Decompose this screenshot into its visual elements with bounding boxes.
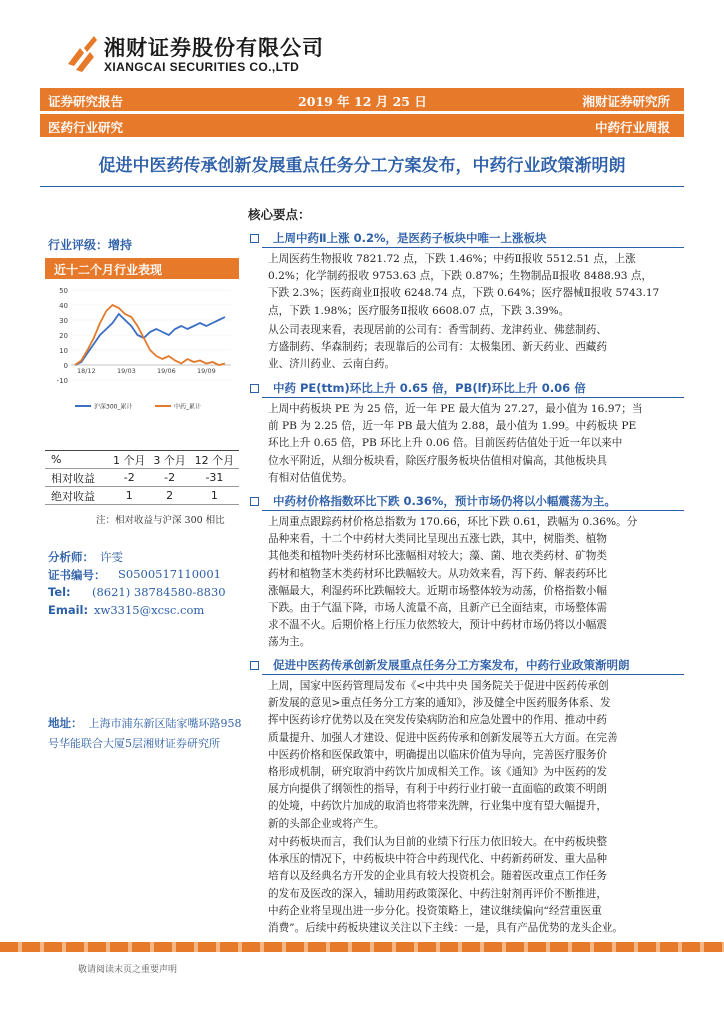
y-tick-label: 20 [59,332,68,340]
checkbox-icon [250,497,259,506]
research-institute: 湘财证券研究所 [582,94,670,109]
section-divider [262,674,684,675]
table-cell: 绝对收益 [45,487,109,505]
performance-chart [45,282,239,427]
section-paragraph: 上周重点跟踪药材价格总指数为 170.66，环比下跌 0.61，跌幅为 0.36%。分 品种来看，十二个中药材大类同比呈现出五涨七跌，其中，树脂类、植物 其他类和植物叶类药材环比涨幅相对较大；藻、菌、地衣类药材、矿物类 药材和植物茎木类药材环比跌幅较大。从功效来看，泻下药、解表药环比 涨幅最大，利湿药环比跌幅较大。近期市场整体较为动荡，价格指数小幅 下跌。由于气温下降，市场人流量不高，且新产已全面结束，市场整体需 求不温不火。后期价格上行压力依然较大，预计中药材市场仍将以小幅震 荡为主。 [268,516,638,649]
table-header-cell: 1 个月 [109,451,149,469]
y-tick-label: 30 [59,317,68,325]
table-cell: 相对收益 [45,469,109,487]
table-cell: 1 [109,487,149,505]
table-header-cell: 12 个月 [190,451,239,469]
section-heading-herb-prices: 中药材价格指数环比下跌 0.36%，预计市场仍将以小幅震荡为主。 [250,493,616,509]
x-axis [77,367,216,375]
perf-chart-title: 近十二个月行业表现 [54,263,163,277]
cert-label: 证书编号： [48,568,106,582]
y-tick-label: -10 [56,377,68,385]
section-paragraph: 对中药板块而言，我们认为目前的业绩下行压力依旧较大。在中药板块整 体承压的情况下，中药板块中符合中药现代化、中药新药研发、重大品种 培育以及经典名方开发的企业具有较大投资机会。随着医改重点工作任务 的发布及医改的深入，辅助用药政策深化、中药注射剂再评价不断推进， 中药企业将呈现出进一步分化。投资策略上，建议继续偏向“经营重医重 消费”。后续中药板块建议关注以下主线：一是，具有产品优势的龙头企业。 [268,836,624,935]
address-value: 上海市浦东新区陆家嘴环路958号华能联合大厦5层湘财证券研究所 [48,717,242,750]
checkbox-icon [250,384,259,393]
email-link[interactable]: xw3315@xcsc.com [94,603,205,617]
y-tick-label: 10 [59,347,68,355]
section-paragraph: 上周中药板块 PE 为 25 倍，近一年 PE 最大值为 27.27，最小值为 16.97；当 前 PB 为 2.25 倍，近一年 PB 最大值为 2.88，最小值为 1.99。中药板块 PE 环比上升 0.65 倍，PB 环比上升 0.06 倍。目前医药估值处于近一年以来中 位水平附近，从细分板块看，除医疗服务板块估值相对偏高，其他板块具 有相对估值优势。 [268,403,643,484]
company-name-en: XIANGCAI SECURITIES CO.,LTD [104,60,300,74]
section-heading-policy: 促进中医药传承创新发展重点任务分工方案发布，中药行业政策渐明朗 [250,657,630,673]
key-points-title: 核心要点： [248,207,311,222]
x-tick-label: 19/03 [117,367,136,375]
table-note: 注：相对收益与沪深 300 相比 [96,515,225,526]
y-tick-label: 40 [59,302,68,310]
report-series: 中药行业周报 [594,120,670,135]
address-block [48,713,248,754]
chart-legend [75,403,201,411]
table-cell: -2 [109,469,149,487]
company-logo [60,30,100,74]
section-heading-valuation: 中药 PE(ttm)环比上升 0.65 倍，PB(lf)环比上升 0.06 倍 [250,380,586,396]
table-cell: 1 [190,487,239,505]
address-label: 地址： [48,716,83,730]
section-paragraph: 上周，国家中医药管理局发布《<中共中央 国务院关于促进中医药传承创 新发展的意见>重点任务分工方案的通知》，涉及健全中医药服务体系、发 挥中医药诊疗优势以及在突发传染病防治和应急处置中的作用、推动中药 质量提升、加强人才建设、促进中医药传承和创新发展等五大方面。在完善 中医药价格和医保政策中，明确提出以临床价值为导向，完善医疗服务价 格形成机制，研究取消中药饮片加成相关工作。该《通知》为中医药的发 展方向提供了纲领性的指导，有利于中药行业打破一直面临的政策不明朗 的处境，中药饮片加成的取消也将带来洗牌，行业集中度有望大幅提升， 新的头部企业或将产生。 [268,680,618,830]
section-divider [262,247,684,248]
legend-label: 中药_累计 [174,403,202,411]
section-heading-weekly-performance: 上周中药Ⅱ上涨 0.2%，是医药子板块中唯一上涨板块 [250,230,546,246]
footer-band [0,942,724,952]
analyst-name: 许雯 [100,550,123,564]
section-paragraph: 上周医药生物报收 7821.72 点，下跌 1.46%；中药Ⅱ报收 5512.51 点，上涨 0.2%；化学制药报收 9753.63 点，下跌 0.87%；生物制品Ⅱ报收 8488.93 点， 下跌 2.3%；医药商业Ⅱ报收 6248.74 点，下跌 0.64%；医疗器械Ⅱ报收 5743.17 点，下跌 1.98%；医疗服务Ⅱ报收 6608.07 点，下跌 3.39%。 [268,253,660,317]
legend-label: 沪深300_累计 [94,403,133,411]
header-band-top [40,88,684,111]
x-tick-label: 19/06 [157,367,176,375]
report-headline: 促进中医药传承创新发展重点任务分工方案发布，中药行业政策渐明朗 [98,156,626,176]
performance-table [45,450,239,505]
table-row [45,487,239,505]
industry-category: 医药行业研究 [48,120,124,135]
table-header-cell: 3 个月 [149,451,189,469]
company-name-cn: 湘财证券股份有限公司 [104,36,324,60]
section-divider [262,510,684,511]
y-tick-label: 0 [63,362,68,370]
footer-disclaimer: 敬请阅读末页之重要声明 [78,965,178,975]
table-cell: 2 [149,487,189,505]
report-type: 证券研究报告 [48,94,124,109]
series-line [75,314,225,365]
x-tick-label: 18/12 [77,367,96,375]
table-cell: -31 [190,469,239,487]
checkbox-icon [250,661,259,670]
section-divider [262,397,684,398]
table-row [45,469,239,487]
industry-rating: 行业评级：增持 [48,238,133,252]
table-header-row [45,451,239,469]
tel-number: (8621) 38784580-8830 [92,585,226,599]
table-cell: -2 [149,469,189,487]
headline-divider [40,186,684,187]
checkbox-icon [250,234,259,243]
x-tick-label: 19/09 [197,367,216,375]
cert-number: S0500517110001 [118,567,221,581]
header-band-bottom [40,114,684,137]
section-paragraph: 从公司表现来看，表现居前的公司有：香雪制药、龙津药业、佛慈制药、 方盛制药、华森制药；表现靠后的公司有：太极集团、新天药业、西藏药 业、济川药业、云南白药。 [268,324,607,371]
table-header-cell: % [45,451,109,469]
y-tick-label: 50 [59,287,68,295]
report-date: 2019 年 12 月 25 日 [298,94,427,109]
email-label: Email: [48,603,89,617]
tel-label: Tel: [48,585,71,599]
analyst-label: 分析师： [48,550,94,564]
